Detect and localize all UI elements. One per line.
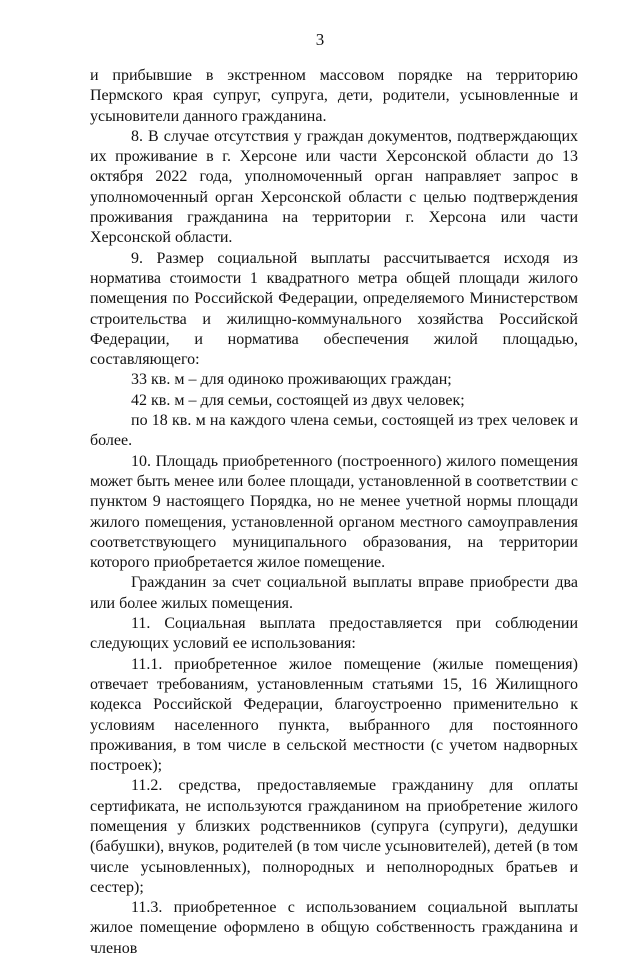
- paragraph-norm-18: по 18 кв. м на каждого члена семьи, состоящей из трех человек и более.: [90, 412, 578, 450]
- paragraph-norm-42: 42 кв. м – для семьи, состоящей из двух человек;: [131, 391, 465, 409]
- paragraph-item-11-2: 11.2. средства, предоставляемые гражданину для оплаты сертификата, не используются гражданином на приобретение жилого помещения у близких родственников (супруга (супруги), дедушки (бабушки), внуков, родителей (в том числе усыновителей), детей (в том числе усыновленных), полнородных и неполнородных братьев и сестер);: [90, 777, 578, 896]
- paragraph-item-11: 11. Социальная выплата предоставляется при соблюдении следующих условий ее использования:: [90, 615, 578, 653]
- paragraph-multiple-dwellings: Гражданин за счет социальной выплаты вправе приобрести два или более жилых помещения.: [90, 574, 578, 612]
- paragraph-continuation: и прибывшие в экстренном массовом порядке на территорию Пермского края супруг, супруга, дети, родители, усыновленные и усыновители данного гражданина.: [90, 67, 578, 125]
- paragraph-item-11-1: 11.1. приобретенное жилое помещение (жилые помещения) отвечает требованиям, установленным статьями 15, 16 Жилищного кодекса Российской Федерации, благоустроенно применительно к условиям населенного пункта, выбранного для постоянного проживания, в том числе в сельской местности (с учетом надворных построек);: [90, 655, 578, 775]
- paragraph-item-9: 9. Размер социальной выплаты рассчитывается исходя из норматива стоимости 1 квадратного метра общей площади жилого помещения по Российской Федерации, определяемого Министерством строительства и жилищно-коммунального хозяйства Российской Федерации, и норматива обеспечения жилой площадью, составляющего:: [90, 249, 578, 369]
- paragraph-item-8: 8. В случае отсутствия у граждан документов, подтверждающих их проживание в г. Херсоне или части Херсонской области до 13 октября 2022 года, уполномоченный орган направляет запрос в уполномоченный орган Херсонской области с целью подтверждения проживания гражданина на территории г. Херсона или части Херсонской области.: [90, 127, 578, 247]
- page-number: 3: [315, 30, 325, 49]
- paragraph-norm-33: 33 кв. м – для одиноко проживающих граждан;: [131, 371, 452, 389]
- document-body: [90, 66, 578, 959]
- paragraph-item-11-3: 11.3. приобретенное с использованием социальной выплаты жилое помещение оформлено в общую собственность гражданина и членов: [90, 899, 578, 957]
- paragraph-item-10: 10. Площадь приобретенного (построенного) жилого помещения может быть менее или более площади, установленной в соответствии с пунктом 9 настоящего Порядка, но не менее учетной нормы площади жилого помещения, установленной органом местного самоуправления соответствующего муниципального образования, на территории которого приобретается жилое помещение.: [90, 452, 578, 572]
